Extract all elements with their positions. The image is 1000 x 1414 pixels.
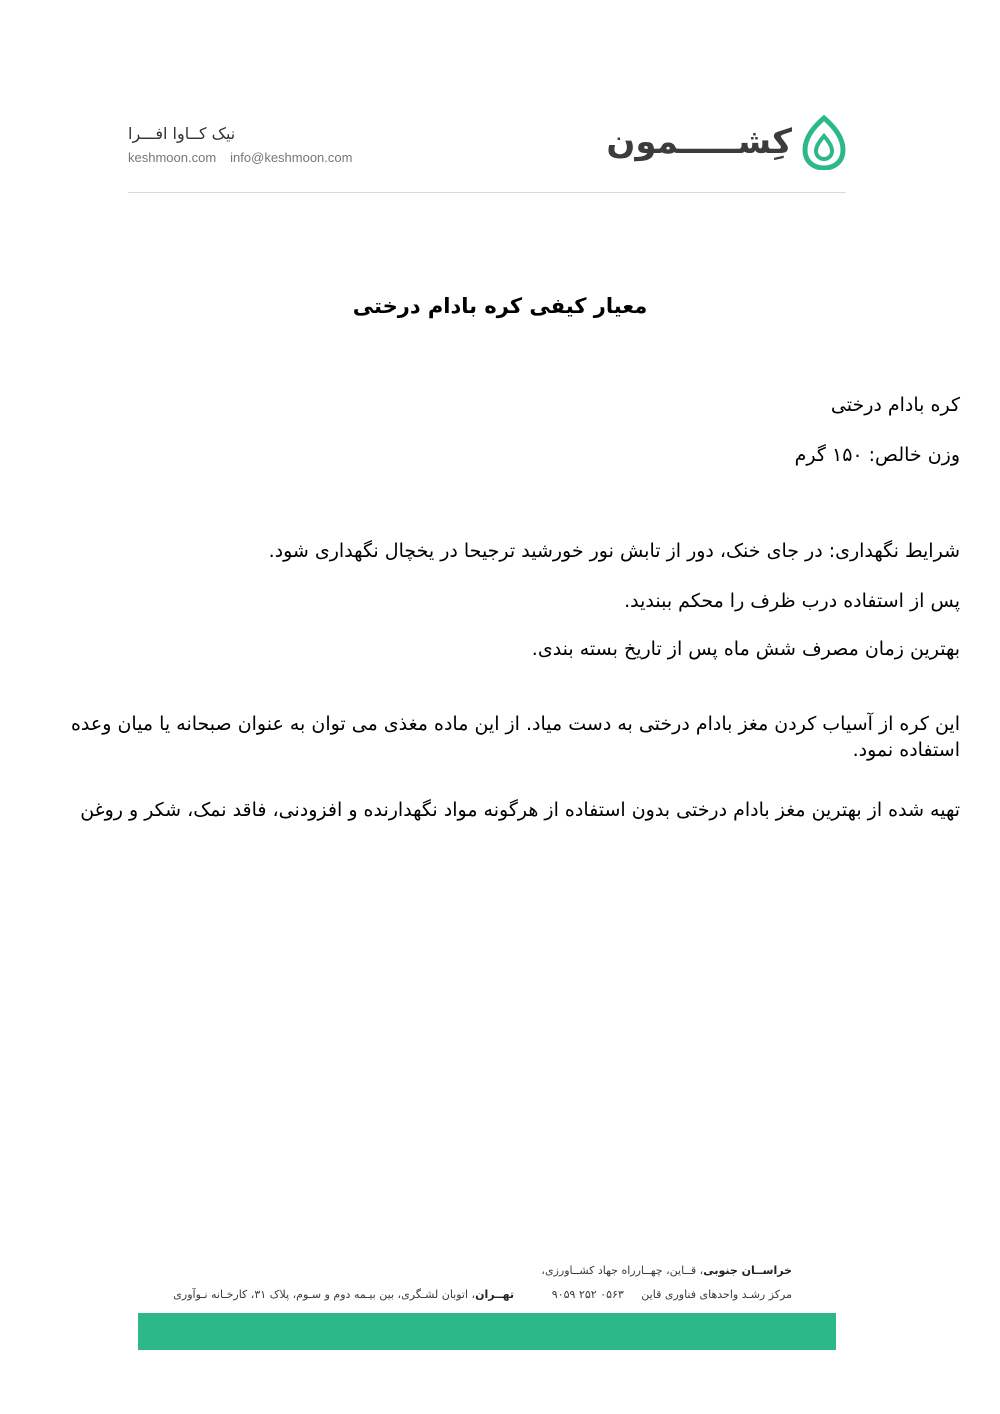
footer-brand-bar	[138, 1313, 836, 1350]
storage-closing-note: پس از استفاده درب ظرف را محکم ببندید.	[624, 590, 960, 612]
south-khorasan-label: خراســان جنوبی	[703, 1264, 792, 1277]
footer-address-south-khorasan-line1	[541, 1258, 792, 1284]
company-contacts	[128, 150, 408, 165]
keshmoon-leaf-logo-icon	[802, 114, 846, 170]
south-khorasan-address: ، قــاین، چهــارراه جهاد کشــاورزی،	[541, 1264, 704, 1277]
document-title: معیار کیفی کره بادام درختی	[352, 294, 648, 318]
footer-address-tehran	[173, 1282, 514, 1308]
website-link[interactable]: keshmoon.com	[128, 150, 217, 165]
company-info	[128, 124, 408, 165]
letterhead-header	[128, 110, 846, 193]
product-name: کره بادام درختی	[830, 394, 960, 416]
south-khorasan-phone: ۰۵۶۳ ۲۵۲ ۹۰۵۹	[551, 1288, 624, 1301]
footer-address-south-khorasan-line2	[552, 1282, 792, 1308]
brand-name: کِشـــــمون	[606, 122, 792, 162]
tehran-address: ، اتوبان لشـگری، بین بیـمه دوم و سـوم، پلاک ۳۱، کارخـانه نـوآوری	[173, 1288, 476, 1301]
best-before-note: بهترین زمان مصرف شش ماه پس از تاریخ بسته بندی.	[531, 638, 960, 660]
south-khorasan-center: مرکز رشـد واحدهای فناوری قاین	[641, 1288, 792, 1301]
company-name: نیک کــاوا افـــرا	[128, 124, 236, 143]
tehran-label: تهــران	[475, 1288, 514, 1301]
email-link[interactable]: info@keshmoon.com	[230, 150, 353, 165]
description-paragraph-2: تهیه شده از بهترین مغز بادام درختی بدون استفاده از هرگونه مواد نگهدارنده و افزودنی، فاقد نمک، شکر و روغن	[80, 799, 960, 821]
description-paragraph-1: این کره از آسیاب کردن مغز بادام درختی به دست میاد. از این ماده مغذی می توان به عنوان صبحانه یا میان وعده استفاده نمود.	[70, 713, 960, 761]
net-weight: وزن خالص: ۱۵۰ گرم	[794, 444, 960, 466]
storage-conditions: شرایط نگهداری: در جای خنک، دور از تابش نور خورشید ترجیحا در یخچال نگهداری شود.	[268, 540, 960, 562]
brand-logo-group	[606, 112, 846, 172]
